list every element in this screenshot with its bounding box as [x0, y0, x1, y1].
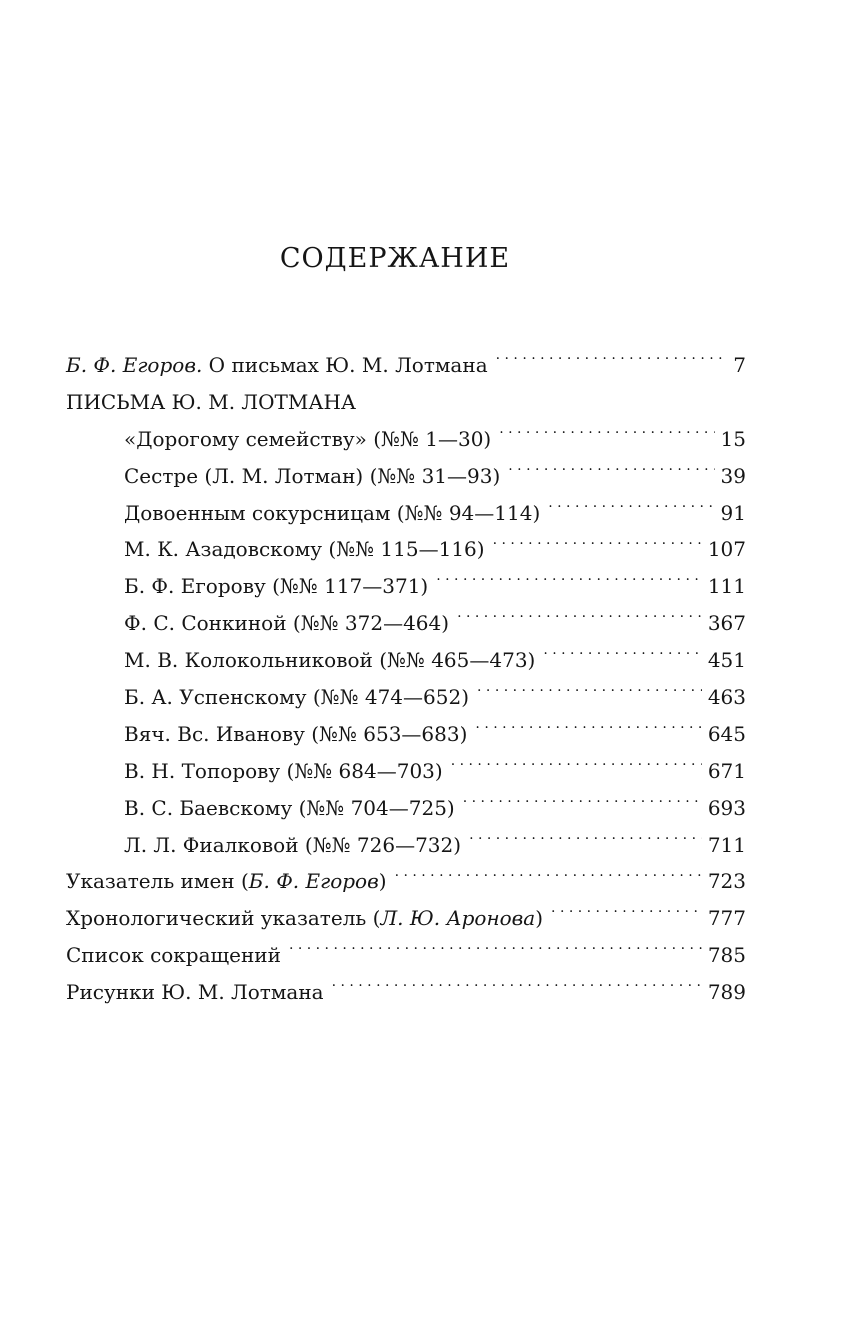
toc-item-letters: [66, 642, 746, 679]
dot-leader: [475, 721, 701, 741]
toc-item-label: Сестре (Л. М. Лотман) (№№ 31—93): [124, 463, 501, 488]
toc-page-number: 463: [707, 685, 746, 710]
toc-item-letters: [66, 421, 746, 458]
dot-leader: [289, 942, 702, 962]
toc-item-label: М. В. Колокольниковой (№№ 465—473): [124, 648, 536, 673]
toc-page-number: 777: [707, 906, 746, 931]
dot-leader: [457, 610, 702, 630]
dot-leader: [548, 500, 714, 520]
toc-page-number: 785: [707, 943, 746, 968]
toc-item-index-chrono: [66, 900, 746, 937]
dot-leader: [493, 536, 702, 556]
toc-section-heading: [66, 384, 746, 421]
dot-leader: [395, 868, 702, 888]
toc-page-number: 711: [707, 832, 746, 857]
toc-item-label: В. С. Баевскому (№№ 704—725): [124, 795, 455, 820]
dot-leader: [496, 352, 728, 372]
dot-leader: [543, 647, 701, 667]
toc-item-label: Ф. С. Сонкиной (№№ 372—464): [124, 611, 450, 636]
dot-leader: [469, 832, 702, 852]
toc-page-number: 111: [707, 574, 746, 599]
toc-item-label: О письмах Ю. М. Лотмана: [202, 353, 488, 377]
toc-item-label: Список сокращений: [66, 943, 281, 968]
toc-page-number: 15: [720, 426, 746, 451]
toc-item-label: «Дорогому семейству» (№№ 1—30): [124, 426, 492, 451]
dot-leader: [551, 905, 702, 925]
dot-leader: [477, 684, 702, 704]
toc-item-letters: [66, 679, 746, 716]
toc-page-number: 645: [707, 721, 746, 746]
toc-page-number: 671: [707, 758, 746, 783]
toc-item-label: Хронологический указатель (: [66, 906, 381, 931]
toc-section-label: ПИСЬМА Ю. М. ЛОТМАНА: [66, 389, 357, 414]
dot-leader: [332, 979, 702, 999]
toc-page-number: 693: [707, 795, 746, 820]
toc-item-paren: ): [535, 906, 544, 931]
toc-page-number: 91: [720, 500, 746, 525]
dot-leader: [508, 463, 714, 483]
toc-item-label: Рисунки Ю. М. Лотмана: [66, 980, 324, 1005]
dot-leader: [463, 795, 702, 815]
toc-item-letters: [66, 531, 746, 568]
toc-page-number: 39: [720, 463, 746, 488]
toc-item-label: В. Н. Топорову (№№ 684—703): [124, 758, 443, 783]
toc-item-author: Б. Ф. Егоров.: [66, 353, 203, 377]
dot-leader: [451, 758, 702, 778]
toc-item-label: Б. А. Успенскому (№№ 474—652): [124, 685, 470, 710]
toc-page-number: 789: [707, 980, 746, 1005]
toc-item-paren: ): [378, 869, 387, 894]
toc-item-author: Л. Ю. Аронова: [380, 906, 536, 931]
toc-item-drawings: [66, 974, 746, 1011]
toc-item-letters: [66, 605, 746, 642]
toc-item-label: Б. Ф. Егорову (№№ 117—371): [124, 574, 429, 599]
toc-item-label: Довоенным сокурсницам (№№ 94—114): [124, 500, 541, 525]
toc-page-number: 367: [707, 611, 746, 636]
toc-item-label: Л. Л. Фиалковой (№№ 726—732): [124, 832, 462, 857]
toc-item-letters: [66, 495, 746, 532]
toc-item-intro: [66, 347, 746, 384]
toc-item-letters: [66, 827, 746, 864]
page-title: СОДЕРЖАНИЕ: [279, 243, 511, 274]
toc-page-number: 723: [707, 869, 746, 894]
table-of-contents: [66, 347, 746, 1011]
toc-item-author: Б. Ф. Егоров: [248, 869, 379, 894]
toc-item-letters: [66, 568, 746, 605]
toc-item-index-names: [66, 863, 746, 900]
toc-item-letters: [66, 753, 746, 790]
toc-page-number: 451: [707, 648, 746, 673]
toc-item-letters: [66, 716, 746, 753]
toc-item-letters: [66, 790, 746, 827]
toc-page-number: 107: [707, 537, 746, 562]
dot-leader: [499, 426, 714, 446]
toc-item-label: М. К. Азадовскому (№№ 115—116): [124, 537, 485, 562]
dot-leader: [436, 573, 702, 593]
toc-item-letters: [66, 458, 746, 495]
toc-page-number: 7: [733, 353, 746, 377]
toc-item-abbreviations: [66, 937, 746, 974]
toc-item-label: Вяч. Вс. Иванову (№№ 653—683): [124, 721, 468, 746]
toc-item-label: Указатель имен (: [66, 869, 249, 894]
